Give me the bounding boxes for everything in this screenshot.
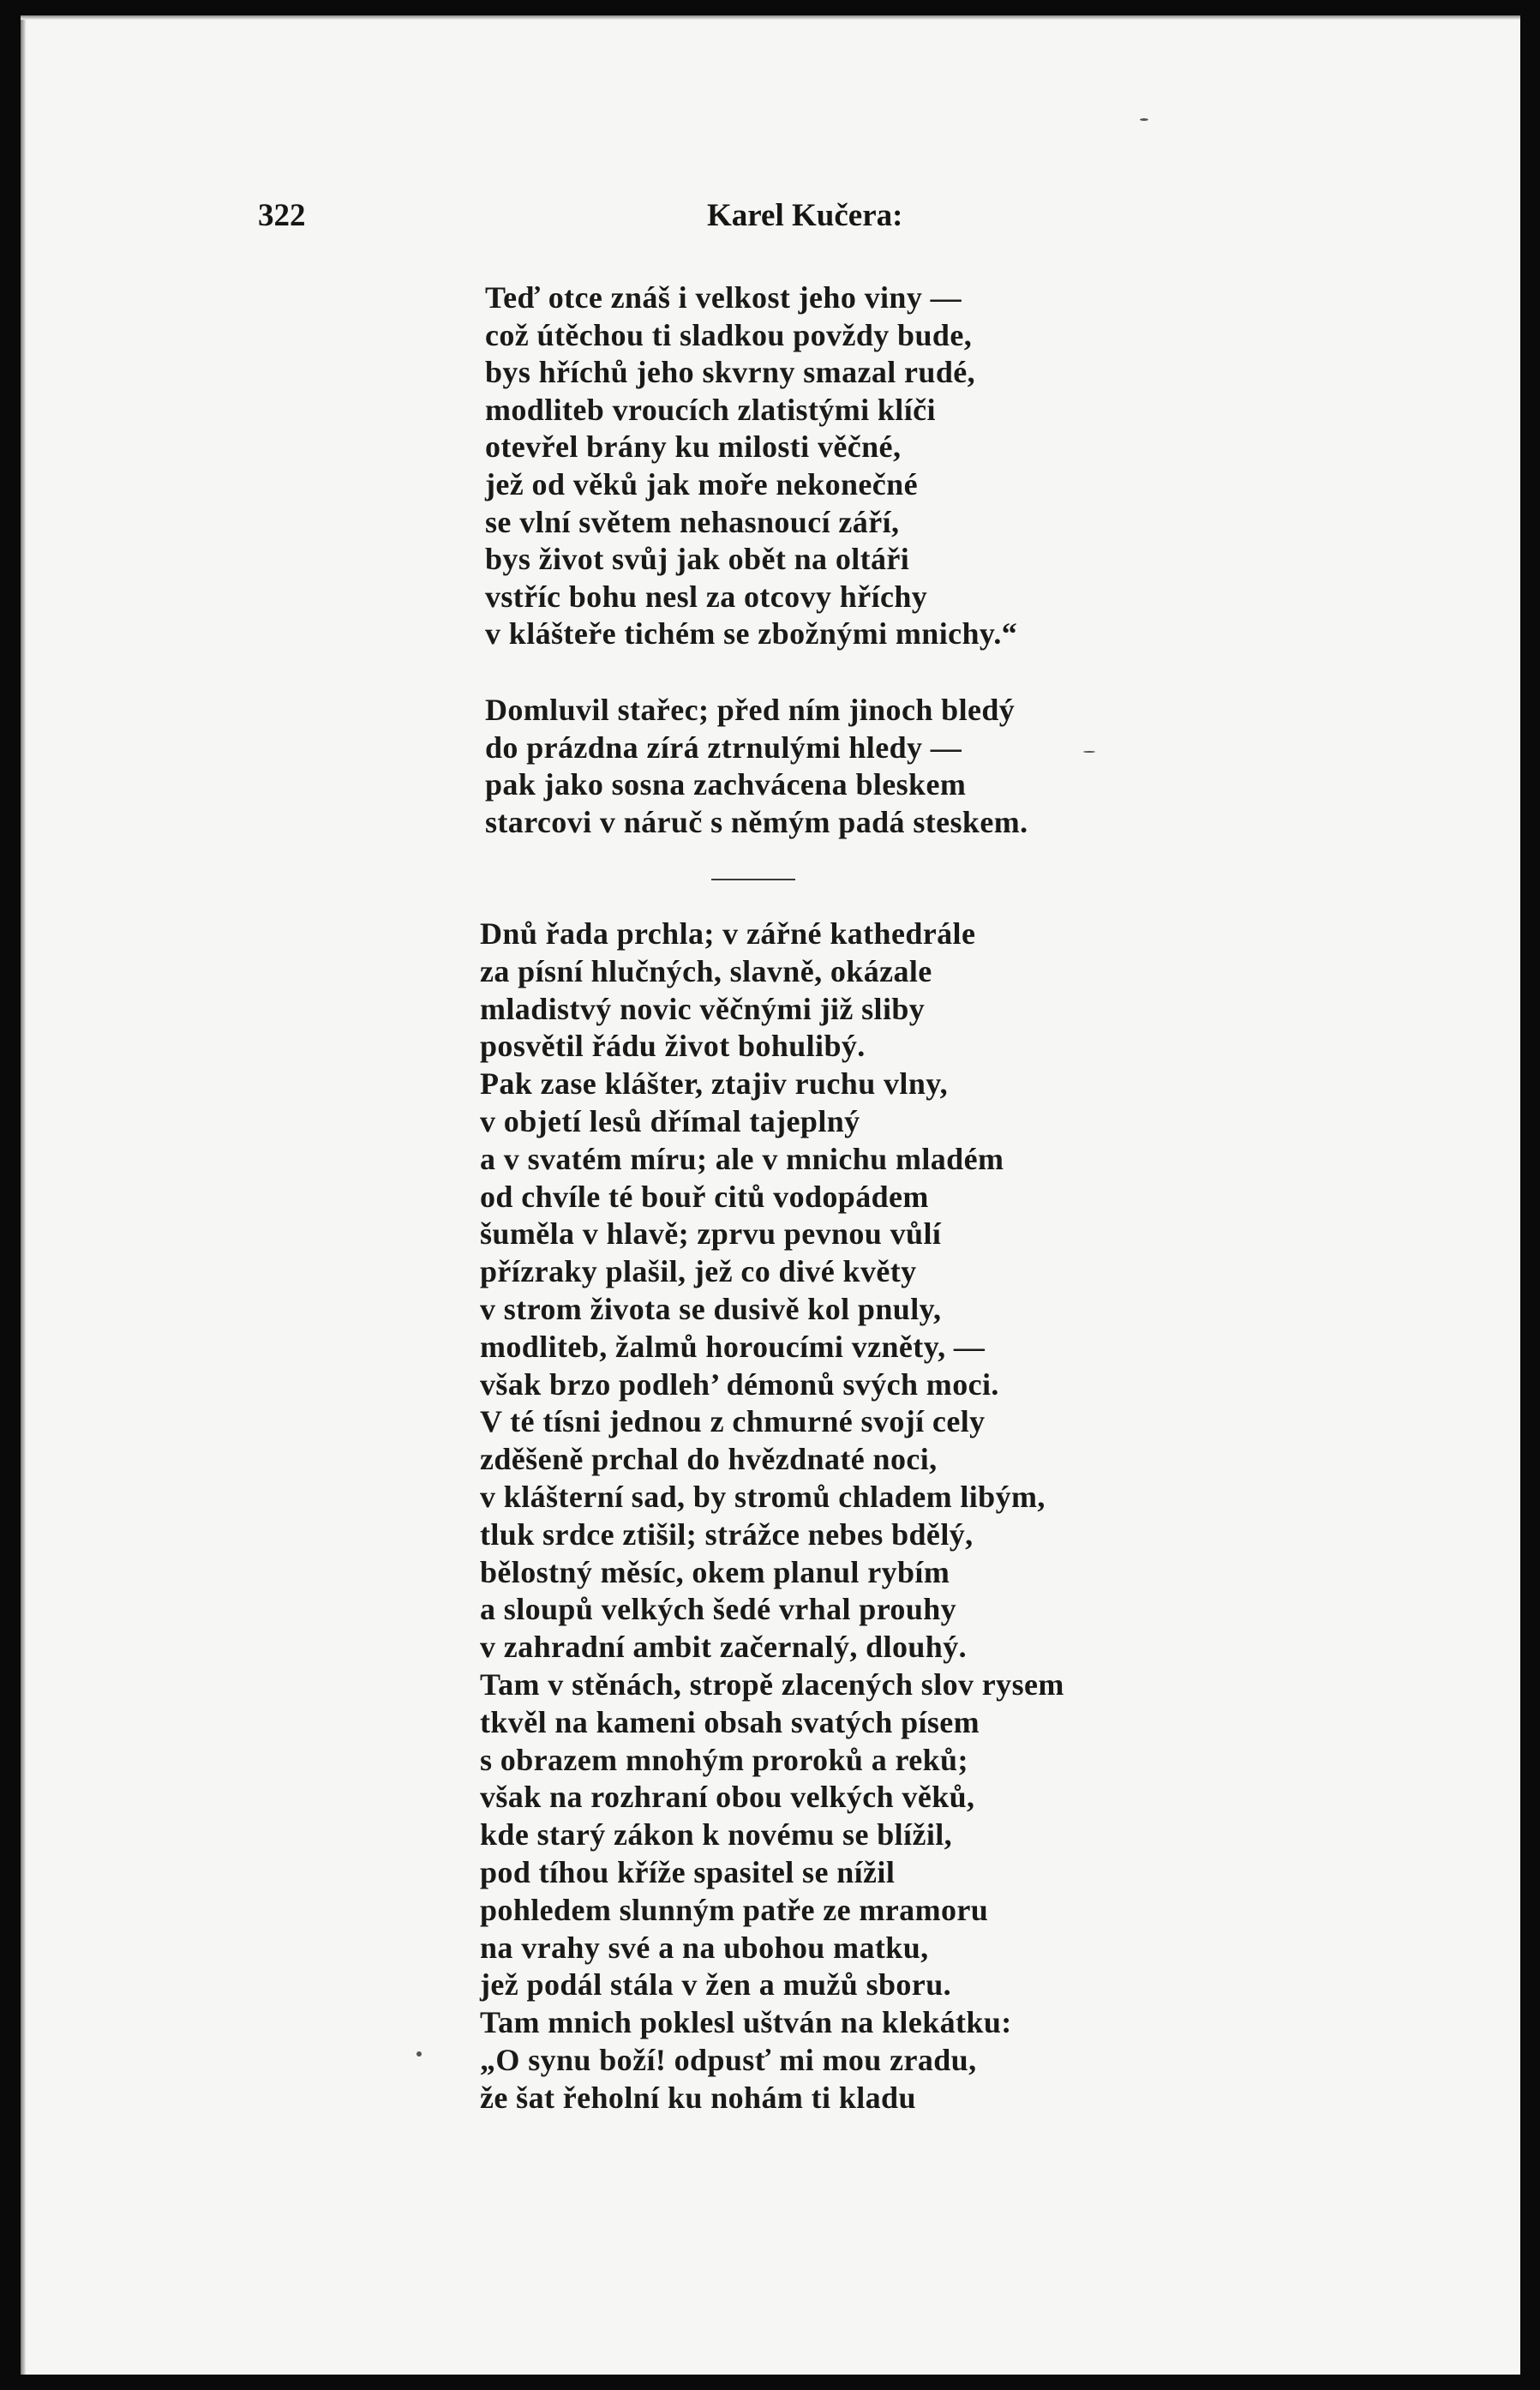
verse-line: do prázdna zírá ztrnulými hledy —: [485, 730, 962, 765]
verse-line: v strom života se dusivě kol pnuly,: [480, 1291, 942, 1326]
verse-line: zděšeně prchal do hvězdnaté noci,: [480, 1442, 938, 1477]
verse-line: tkvěl na kameni obsah svatých písem: [480, 1704, 980, 1739]
verse-line: modliteb vroucích zlatistými klíči: [485, 392, 936, 427]
verse-line: na vrahy své a na ubohou matku,: [480, 1930, 929, 1965]
verse-line: což útěchou ti sladkou povždy bude,: [485, 317, 973, 352]
verse-line: otevřel brány ku milosti věčné,: [485, 429, 902, 465]
verse-line: v klášteře tichém se zbožnými mnichy.“: [485, 616, 1018, 652]
verse-line: modliteb, žalmů horoucími vzněty, —: [480, 1329, 986, 1364]
verse-line: však na rozhraní obou velkých věků,: [480, 1780, 975, 1815]
section-divider: [711, 879, 795, 880]
verse-line: „O synu boží! odpusť mi mou zradu,: [480, 2042, 977, 2077]
verse-line: že šat řeholní ku nohám ti kladu: [480, 2080, 916, 2115]
verse-line: pohledem slunným patře ze mramoru: [480, 1892, 989, 1927]
stanza-3: [480, 916, 1064, 2117]
verse-line: v klášterní sad, by stromů chladem libým,: [480, 1479, 1046, 1514]
verse-line: jež od věků jak moře nekonečné: [485, 466, 918, 501]
verse-line: Dnů řada prchla; v zářné kathedrále: [480, 916, 976, 951]
verse-line: kde starý zákon k novému se blížil,: [480, 1817, 953, 1853]
page-number: 322: [258, 198, 306, 233]
verse-line: Domluvil stařec; před ním jinoch bledý: [485, 693, 1016, 727]
book-page: [21, 15, 1520, 2375]
page-edge-top: [21, 15, 1520, 20]
verse-line: přízraky plašil, jež co divé květy: [480, 1254, 917, 1289]
stanza-2: [485, 692, 1028, 841]
verse-line: pod tíhou kříže spasitel se nížil: [480, 1854, 896, 1889]
verse-line: v objetí lesů dřímal tajeplný: [480, 1103, 860, 1138]
ink-speck: [1140, 118, 1148, 121]
verse-line: šuměla v hlavě; zprvu pevnou vůlí: [480, 1216, 942, 1252]
ink-speck: [416, 2051, 422, 2057]
verse-line: Pak zase klášter, ztajiv ruchu vlny,: [480, 1066, 949, 1102]
verse-line: se vlní světem nehasnoucí září,: [485, 504, 900, 539]
verse-line: však brzo podleh’ démonů svých moci.: [480, 1366, 999, 1402]
verse-line: v zahradní ambit začernalý, dlouhý.: [480, 1630, 968, 1665]
page-edge-left: [21, 15, 26, 2375]
verse-line: za písní hlučných, slavně, okázale: [480, 953, 932, 988]
running-head-title: Karel Kučera:: [707, 198, 903, 233]
verse-line: mladistvý novic věčnými již sliby: [480, 991, 926, 1026]
verse-line: Tam v stěnách, stropě zlacených slov rysem: [480, 1666, 1064, 1702]
running-head: [258, 185, 1372, 237]
verse-line: vstříc bohu nesl za otcovy hříchy: [485, 579, 928, 614]
verse-line: starcovi v náruč s němým padá steskem.: [485, 804, 1028, 839]
stanza-1: [485, 279, 1017, 653]
verse-line: Tam mnich poklesl uštván na klekátku:: [480, 2005, 1012, 2040]
verse-line: tluk srdce ztišil; strážce nebes bdělý,: [480, 1516, 974, 1552]
ink-speck: [1083, 751, 1095, 753]
verse-line: pak jako sosna zachvácena bleskem: [485, 767, 967, 802]
verse-line: a sloupů velkých šedé vrhal prouhy: [480, 1592, 957, 1627]
verse-line: Teď otce znáš i velkost jeho viny —: [485, 280, 962, 315]
verse-line: a v svatém míru; ale v mnichu mladém: [480, 1141, 1004, 1176]
verse-line: od chvíle té bouř citů vodopádem: [480, 1179, 929, 1214]
verse-line: V té tísni jednou z chmurné svojí cely: [480, 1404, 986, 1439]
verse-line: bys hříchů jeho skvrny smazal rudé,: [485, 355, 976, 390]
verse-line: posvětil řádu život bohulibý.: [480, 1029, 866, 1064]
verse-line: jež podál stála v žen a mužů sboru.: [480, 1967, 952, 2003]
verse-line: bělostný měsíc, okem planul rybím: [480, 1554, 950, 1589]
verse-line: s obrazem mnohým proroků a reků;: [480, 1742, 968, 1777]
verse-line: bys život svůj jak obět na oltáři: [485, 542, 910, 577]
